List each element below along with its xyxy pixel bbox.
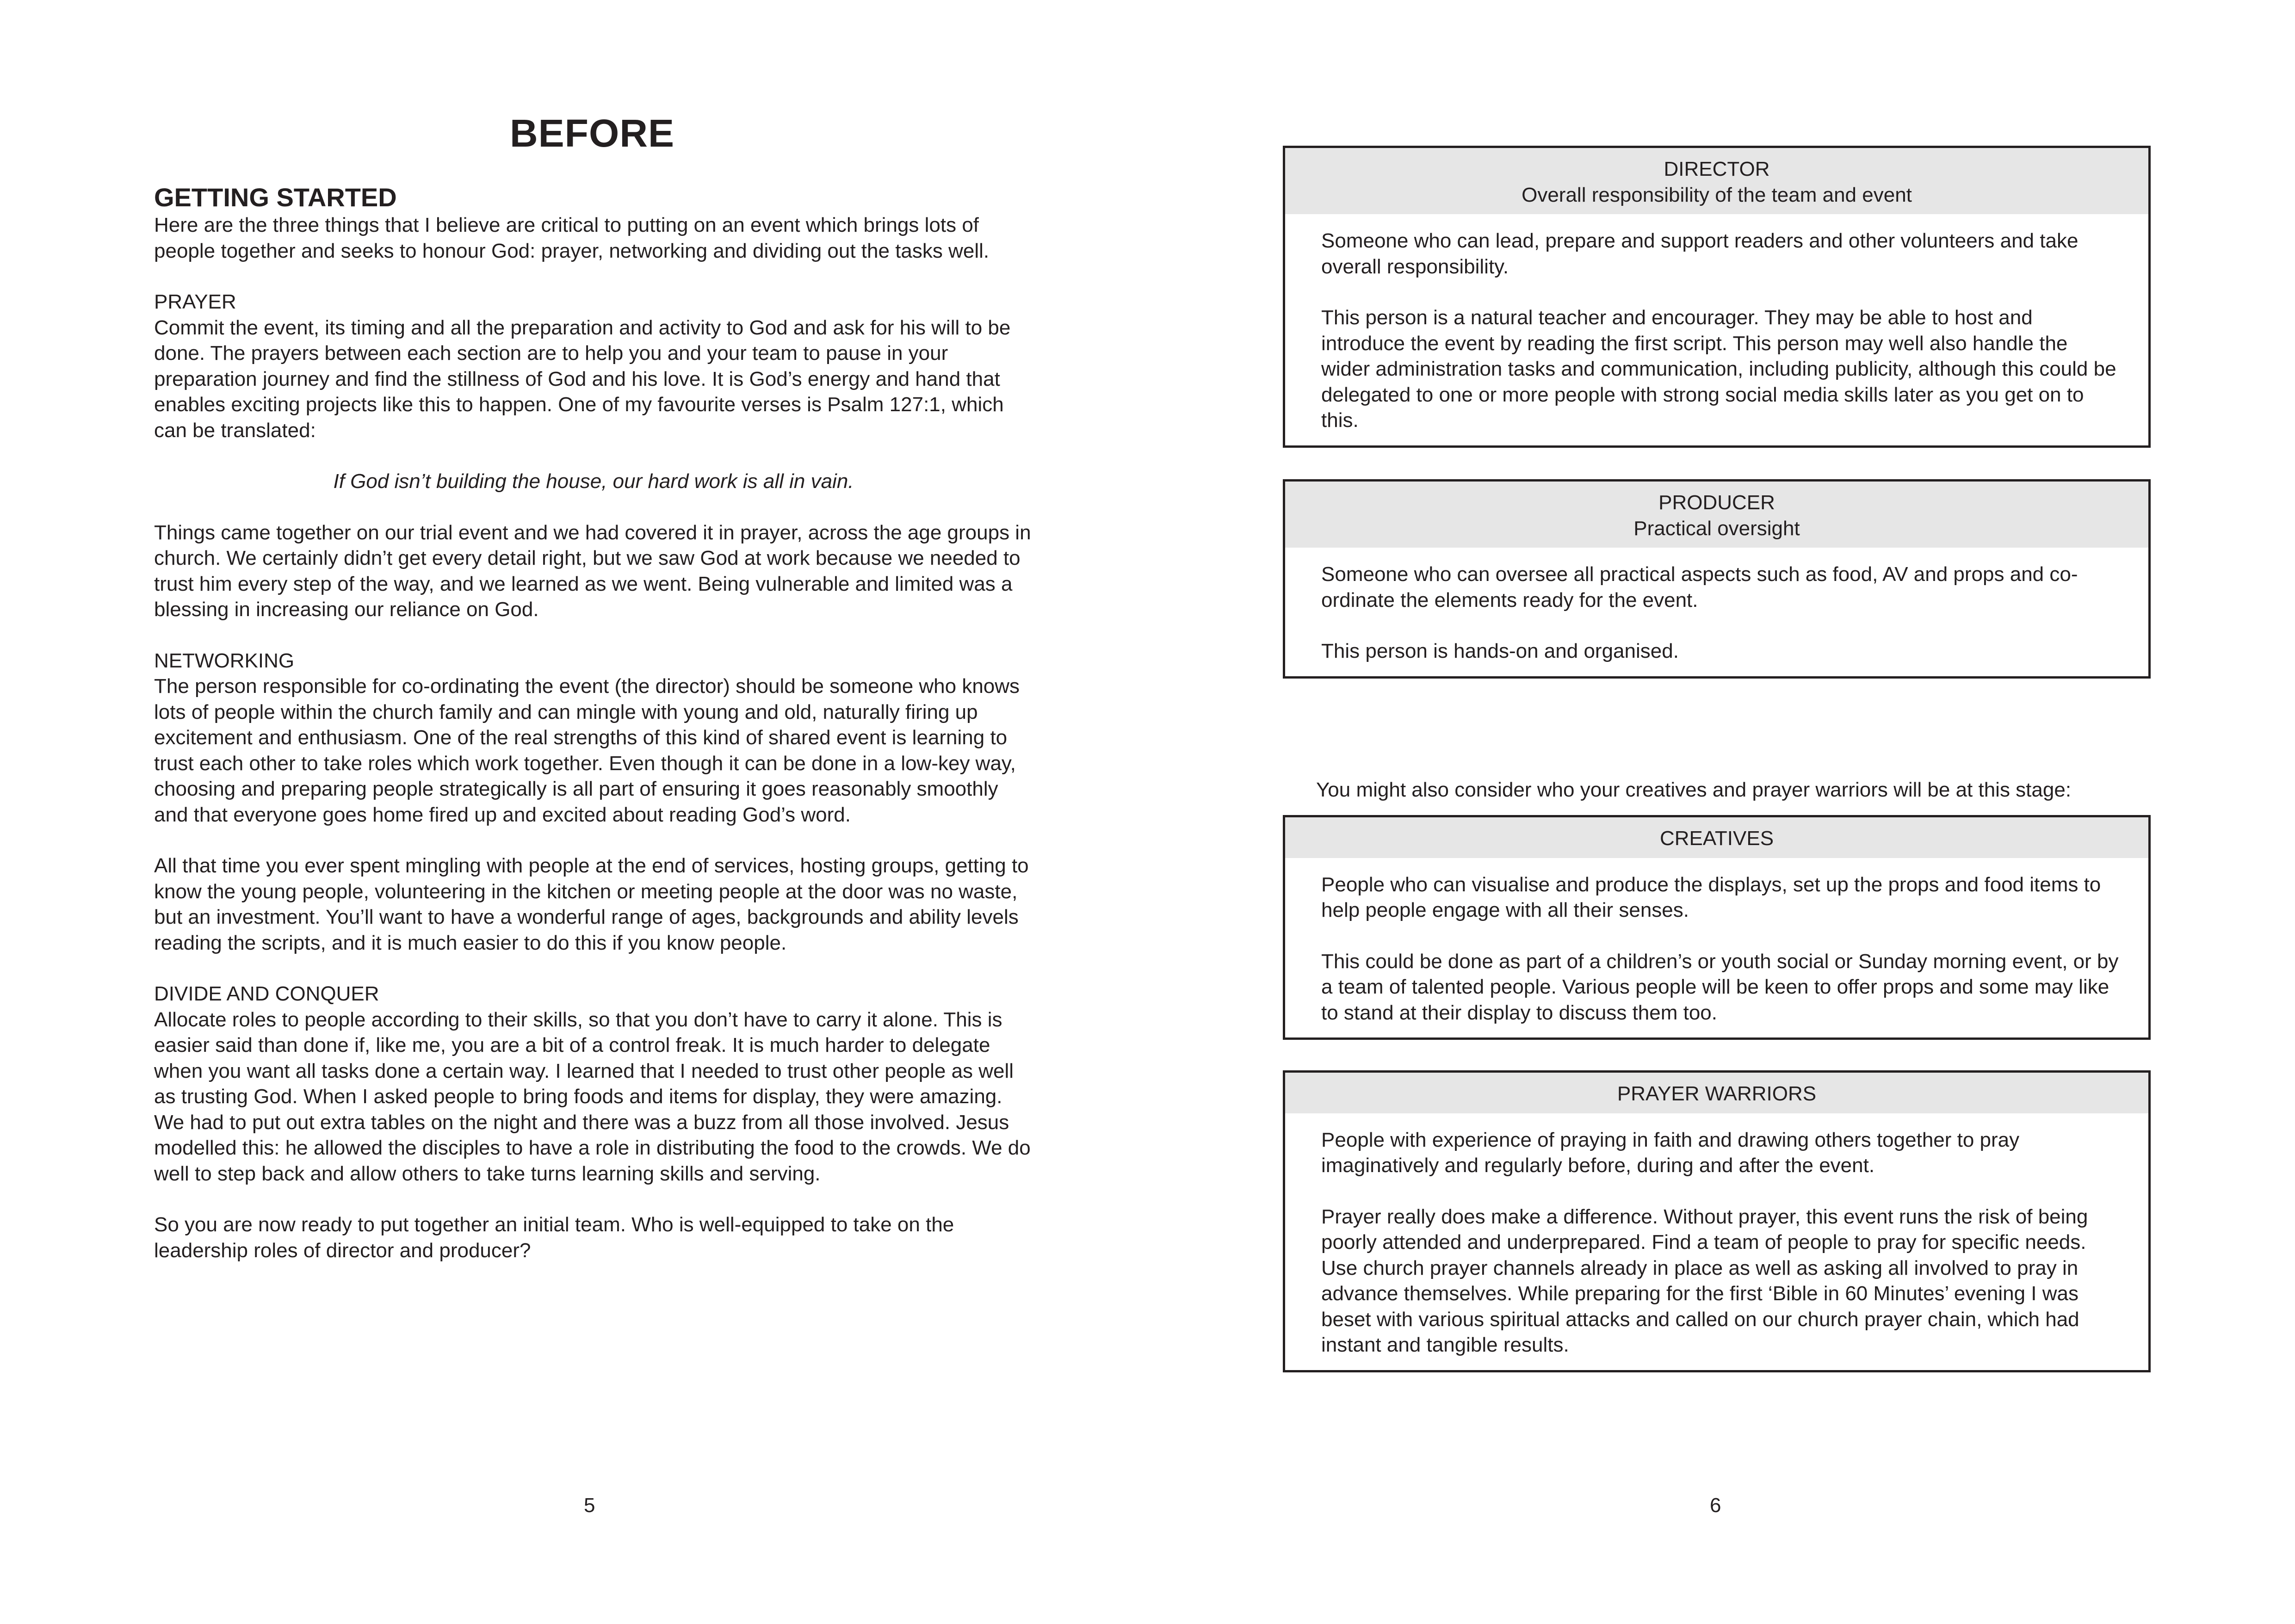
role-header	[1285, 148, 2148, 214]
section-title: GETTING STARTED	[154, 183, 397, 212]
role-body	[1285, 1113, 2148, 1370]
role-subtitle: Overall responsibility of the team and event	[1522, 183, 1912, 206]
role-title: DIRECTOR	[1664, 158, 1770, 180]
role-title: PRAYER WARRIORS	[1617, 1082, 1817, 1105]
divide-paragraph: Allocate roles to people according to their skills, so that you don’t have to carry it alone. This is easier said than done if, like me, you are a bit of a control freak. It is much harder to delegate when you want all tasks done a certain way. I learned that I needed to trust other people as well as trusting God. When I asked people to bring foods and items for display, they were amazing. We had to put out extra tables on the night and there was a buzz from all those involved. Jesus modelled this: he allowed the disciples to have a role in distributing the food to the crowds. We do well to step back and allow others to take turns learning skills and serving.	[154, 1008, 1031, 1185]
role-header	[1285, 817, 2148, 858]
role-paragraph: Someone who can lead, prepare and support readers and other volunteers and take overall responsibility.	[1321, 229, 2078, 278]
psalm-quote: If God isn’t building the house, our hard work is all in vain.	[333, 470, 854, 493]
right-page	[1147, 0, 2295, 1624]
divide-heading: DIVIDE AND CONQUER	[154, 982, 379, 1005]
role-paragraph: People with experience of praying in faith and drawing others together to pray imaginatively and regularly before, during and after the event.	[1321, 1128, 2020, 1177]
role-body	[1285, 548, 2148, 676]
networking-heading: NETWORKING	[154, 649, 295, 672]
prayer-paragraph: Commit the event, its timing and all the preparation and activity to God and ask for his will to be done. The prayers between each section are to help you and your team to pause in your preparation journey and find the stillness of God and his love. It is God’s energy and hand that enables exciting projects like this to happen. One of my favourite verses is Psalm 127:1, which can be translated:	[154, 316, 1011, 442]
left-column	[154, 183, 1033, 1263]
role-subtitle: Practical oversight	[1633, 517, 1800, 540]
prayer-heading: PRAYER	[154, 290, 236, 313]
role-paragraph: This person is a natural teacher and encourager. They may be able to host and introduce the event by reading the first script. This person may well also handle the wider administration tasks and communication, including publicity, although this could be delegated to one or more people with strong social media skills later as you get on to this.	[1321, 306, 2116, 432]
networking-paragraph: The person responsible for co-ordinating the event (the director) should be someone who knows lots of people within the church family and can mingle with young and old, naturally firing up excitement and enthusiasm. One of the real strengths of this kind of shared event is learning to trust each other to take roles which work together. Even though it can be done in a low-key way, choosing and preparing people strategically is all part of ensuring it goes reasonably smoothly and that everyone goes home fired up and excited about reading God’s word.	[154, 675, 1020, 826]
left-page	[0, 0, 1147, 1624]
role-title: CREATIVES	[1659, 827, 1774, 850]
role-paragraph: This could be done as part of a children’s or youth social or Sunday morning event, or by a team of talented people. Various people will be keen to offer props and some may like to stand at their display to discuss them too.	[1321, 950, 2119, 1024]
role-paragraph: This person is hands-on and organised.	[1321, 640, 1679, 662]
page-number: 6	[1710, 1494, 1721, 1517]
role-header	[1285, 482, 2148, 548]
role-header	[1285, 1073, 2148, 1113]
intro-paragraph: Here are the three things that I believe are critical to putting on an event which brings lots of people together and seeks to honour God: prayer, networking and dividing out the tasks well.	[154, 214, 990, 262]
role-title: PRODUCER	[1658, 491, 1775, 514]
role-paragraph: Someone who can oversee all practical aspects such as food, AV and props and co-ordinate the elements ready for the event.	[1321, 563, 2078, 611]
page-number: 5	[584, 1494, 595, 1517]
prayer-paragraph: Things came together on our trial event and we had covered it in prayer, across the age groups in church. We certainly didn’t get every detail right, but we saw God at work because we needed to trust him every step of the way, and we learned as we went. Being vulnerable and limited was a blessing in increasing our reliance on God.	[154, 521, 1031, 621]
role-paragraph: Prayer really does make a difference. Without prayer, this event runs the risk of being poorly attended and underprepared. Find a team of people to pray for specific needs. Use church prayer channels already in place as well as asking all involved to pray in advance themselves. While preparing for the first ‘Bible in 60 Minutes’ evening I was beset with various spiritual attacks and called on our church prayer chain, which had instant and tangible results.	[1321, 1205, 2088, 1356]
role-box-prayer-warriors	[1283, 1070, 2151, 1372]
role-box-director	[1283, 146, 2151, 448]
role-paragraph: People who can visualise and produce the displays, set up the props and food items to help people engage with all their senses.	[1321, 873, 2101, 921]
consider-text: You might also consider who your creatives and prayer warriors will be at this stage:	[1316, 778, 2072, 801]
role-box-creatives	[1283, 815, 2151, 1040]
role-box-producer	[1283, 479, 2151, 679]
chapter-title: BEFORE	[509, 111, 675, 155]
role-body	[1285, 214, 2148, 445]
role-body	[1285, 858, 2148, 1038]
networking-paragraph: All that time you ever spent mingling with people at the end of services, hosting groups, getting to know the young people, volunteering in the kitchen or meeting people at the door was no waste, but an investment. You’ll want to have a wonderful range of ages, backgrounds and ability levels reading the scripts, and it is much easier to do this if you know people.	[154, 854, 1029, 954]
divide-paragraph: So you are now ready to put together an initial team. Who is well-equipped to take on the leadership roles of director and producer?	[154, 1213, 954, 1262]
